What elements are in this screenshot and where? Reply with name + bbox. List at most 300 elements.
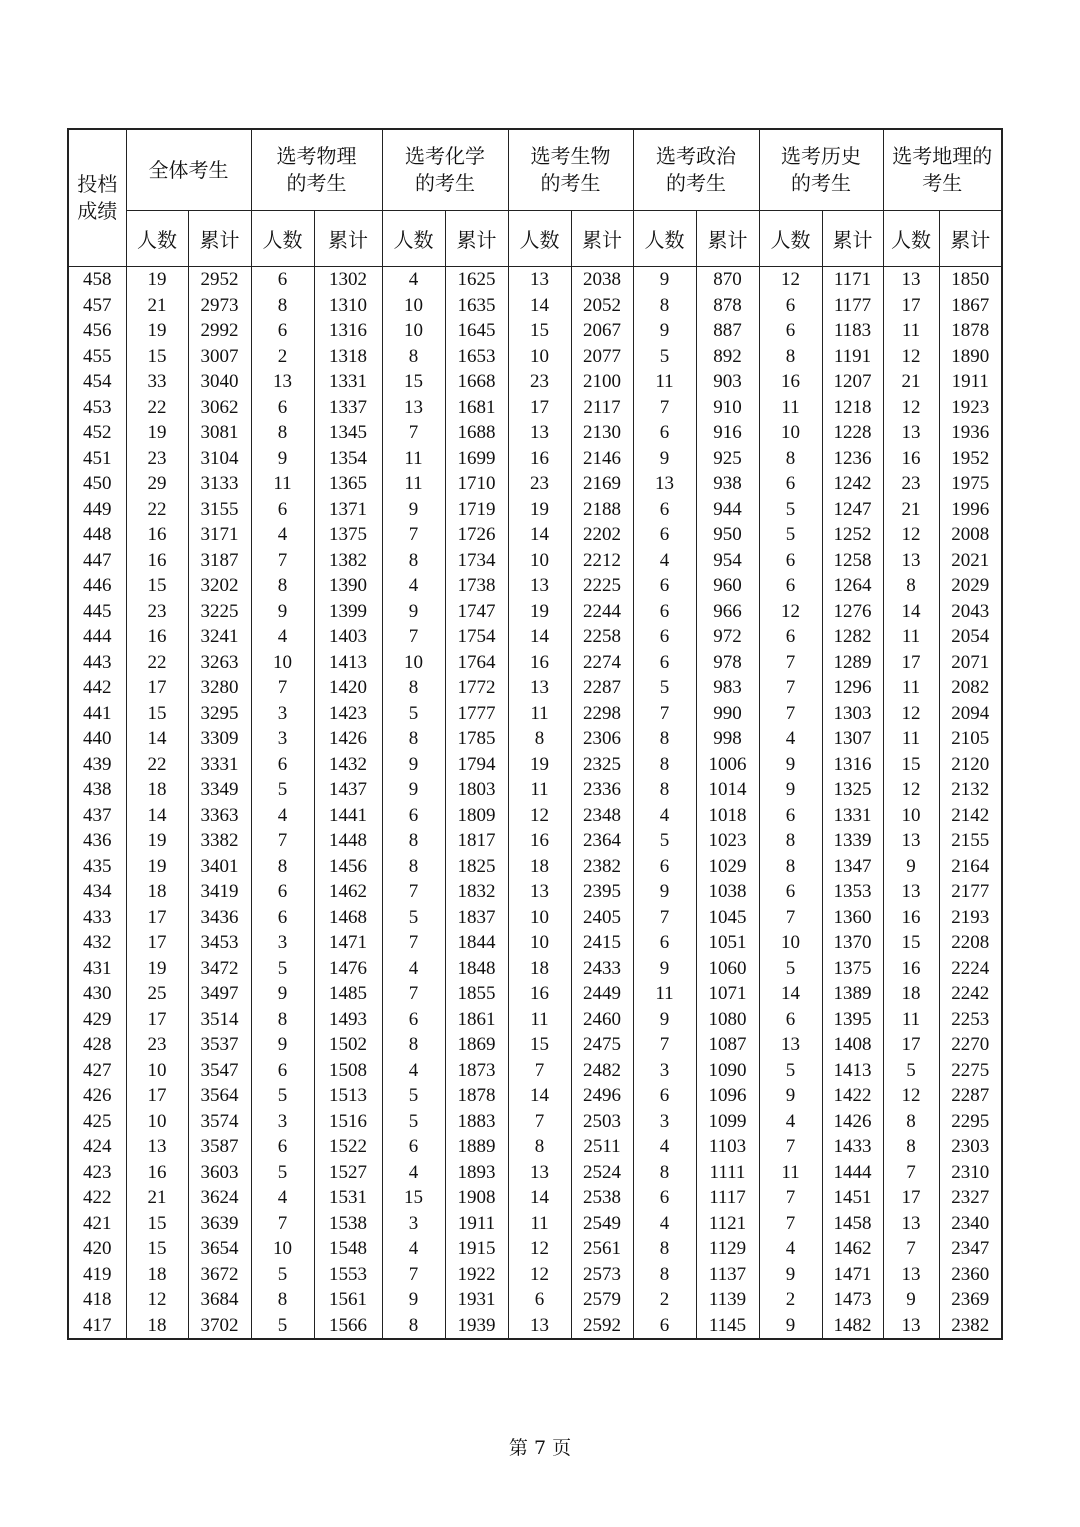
- value-cell: 2142: [939, 803, 1002, 829]
- value-cell: 19: [126, 267, 188, 293]
- value-cell: 9: [251, 981, 314, 1007]
- value-cell: 11: [508, 701, 571, 727]
- value-cell: 7: [759, 701, 822, 727]
- value-cell: 8: [382, 344, 445, 370]
- value-cell: 2561: [571, 1236, 633, 1262]
- value-cell: 4: [251, 624, 314, 650]
- score-cell: 433: [68, 905, 126, 931]
- table-row: [68, 828, 1002, 854]
- value-cell: 8: [633, 293, 696, 319]
- value-cell: 2146: [571, 446, 633, 472]
- value-cell: 1302: [314, 267, 382, 293]
- value-cell: 1531: [314, 1185, 382, 1211]
- value-cell: 887: [696, 318, 759, 344]
- value-cell: 1668: [445, 369, 508, 395]
- score-cell: 442: [68, 675, 126, 701]
- value-cell: 2327: [939, 1185, 1002, 1211]
- value-cell: 2043: [939, 599, 1002, 625]
- value-cell: 25: [126, 981, 188, 1007]
- value-cell: 8: [633, 1262, 696, 1288]
- value-cell: 2503: [571, 1109, 633, 1135]
- value-cell: 17: [126, 1007, 188, 1033]
- value-cell: 4: [251, 522, 314, 548]
- value-cell: 16: [883, 956, 939, 982]
- value-cell: 2155: [939, 828, 1002, 854]
- value-cell: 3155: [188, 497, 251, 523]
- value-cell: 2242: [939, 981, 1002, 1007]
- value-cell: 2369: [939, 1287, 1002, 1313]
- value-cell: 13: [633, 471, 696, 497]
- value-cell: 1339: [822, 828, 883, 854]
- value-cell: 1688: [445, 420, 508, 446]
- value-cell: 4: [759, 726, 822, 752]
- value-cell: 2071: [939, 650, 1002, 676]
- value-cell: 1444: [822, 1160, 883, 1186]
- value-cell: 1548: [314, 1236, 382, 1262]
- value-cell: 2274: [571, 650, 633, 676]
- value-cell: 2449: [571, 981, 633, 1007]
- value-cell: 1071: [696, 981, 759, 1007]
- score-cell: 435: [68, 854, 126, 880]
- value-cell: 7: [759, 675, 822, 701]
- value-cell: 1207: [822, 369, 883, 395]
- value-cell: 6: [759, 879, 822, 905]
- value-cell: 4: [382, 956, 445, 982]
- value-cell: 16: [883, 446, 939, 472]
- value-cell: 1809: [445, 803, 508, 829]
- value-cell: 13: [508, 675, 571, 701]
- score-cell: 426: [68, 1083, 126, 1109]
- value-cell: 8: [759, 828, 822, 854]
- value-cell: 1258: [822, 548, 883, 574]
- value-cell: 13: [883, 1313, 939, 1340]
- value-cell: 17: [883, 650, 939, 676]
- score-cell: 446: [68, 573, 126, 599]
- value-cell: 2287: [939, 1083, 1002, 1109]
- value-cell: 5: [759, 956, 822, 982]
- score-cell: 449: [68, 497, 126, 523]
- value-cell: 3104: [188, 446, 251, 472]
- group-header: 选考历史 的考生: [759, 129, 883, 211]
- value-cell: 3363: [188, 803, 251, 829]
- value-cell: 1923: [939, 395, 1002, 421]
- value-cell: 3225: [188, 599, 251, 625]
- value-cell: 2253: [939, 1007, 1002, 1033]
- value-cell: 16: [126, 522, 188, 548]
- value-cell: 15: [382, 1185, 445, 1211]
- value-cell: 878: [696, 293, 759, 319]
- value-cell: 4: [251, 803, 314, 829]
- value-cell: 8: [883, 573, 939, 599]
- value-cell: 8: [251, 1007, 314, 1033]
- score-cell: 432: [68, 930, 126, 956]
- value-cell: 13: [508, 573, 571, 599]
- value-cell: 1365: [314, 471, 382, 497]
- value-cell: 1399: [314, 599, 382, 625]
- value-cell: 2496: [571, 1083, 633, 1109]
- value-cell: 1014: [696, 777, 759, 803]
- value-cell: 998: [696, 726, 759, 752]
- value-cell: 3537: [188, 1032, 251, 1058]
- value-cell: 6: [633, 1185, 696, 1211]
- count-header: 人数: [508, 211, 571, 267]
- value-cell: 6: [633, 854, 696, 880]
- value-cell: 1458: [822, 1211, 883, 1237]
- value-cell: 1264: [822, 573, 883, 599]
- table-row: [68, 1058, 1002, 1084]
- value-cell: 11: [382, 446, 445, 472]
- value-cell: 15: [126, 1236, 188, 1262]
- value-cell: 1890: [939, 344, 1002, 370]
- value-cell: 18: [126, 1262, 188, 1288]
- value-cell: 5: [251, 1160, 314, 1186]
- value-cell: 12: [883, 522, 939, 548]
- value-cell: 16: [508, 828, 571, 854]
- table-row: [68, 471, 1002, 497]
- value-cell: 3702: [188, 1313, 251, 1340]
- value-cell: 6: [759, 318, 822, 344]
- value-cell: 1111: [696, 1160, 759, 1186]
- value-cell: 1018: [696, 803, 759, 829]
- value-cell: 1922: [445, 1262, 508, 1288]
- value-cell: 954: [696, 548, 759, 574]
- value-cell: 18: [883, 981, 939, 1007]
- value-cell: 1242: [822, 471, 883, 497]
- value-cell: 2538: [571, 1185, 633, 1211]
- count-header: 人数: [759, 211, 822, 267]
- value-cell: 12: [883, 777, 939, 803]
- value-cell: 5: [251, 777, 314, 803]
- value-cell: 1289: [822, 650, 883, 676]
- value-cell: 21: [883, 497, 939, 523]
- value-cell: 19: [126, 956, 188, 982]
- value-cell: 8: [382, 828, 445, 854]
- value-cell: 910: [696, 395, 759, 421]
- group-header: 选考生物 的考生: [508, 129, 633, 211]
- value-cell: 3654: [188, 1236, 251, 1262]
- value-cell: 3672: [188, 1262, 251, 1288]
- value-cell: 4: [382, 1160, 445, 1186]
- value-cell: 1296: [822, 675, 883, 701]
- value-cell: 8: [883, 1109, 939, 1135]
- value-cell: 1129: [696, 1236, 759, 1262]
- value-cell: 9: [759, 1083, 822, 1109]
- score-cell: 434: [68, 879, 126, 905]
- value-cell: 6: [633, 1083, 696, 1109]
- value-cell: 8: [251, 293, 314, 319]
- value-cell: 3: [251, 726, 314, 752]
- value-cell: 1347: [822, 854, 883, 880]
- value-cell: 13: [759, 1032, 822, 1058]
- value-cell: 15: [883, 752, 939, 778]
- value-cell: 1456: [314, 854, 382, 880]
- value-cell: 4: [633, 1134, 696, 1160]
- score-cell: 421: [68, 1211, 126, 1237]
- value-cell: 6: [382, 1007, 445, 1033]
- value-cell: 1171: [822, 267, 883, 293]
- value-cell: 7: [508, 1109, 571, 1135]
- value-cell: 1360: [822, 905, 883, 931]
- value-cell: 7: [759, 1185, 822, 1211]
- value-cell: 2992: [188, 318, 251, 344]
- value-cell: 1408: [822, 1032, 883, 1058]
- value-cell: 7: [633, 905, 696, 931]
- value-cell: 5: [633, 344, 696, 370]
- value-cell: 2360: [939, 1262, 1002, 1288]
- value-cell: 2169: [571, 471, 633, 497]
- table-row: [68, 879, 1002, 905]
- score-cell: 423: [68, 1160, 126, 1186]
- value-cell: 2340: [939, 1211, 1002, 1237]
- value-cell: 2348: [571, 803, 633, 829]
- value-cell: 7: [251, 1211, 314, 1237]
- value-cell: 3574: [188, 1109, 251, 1135]
- value-cell: 2202: [571, 522, 633, 548]
- value-cell: 6: [633, 599, 696, 625]
- value-cell: 1087: [696, 1032, 759, 1058]
- value-cell: 1441: [314, 803, 382, 829]
- value-cell: 966: [696, 599, 759, 625]
- value-cell: 3639: [188, 1211, 251, 1237]
- value-cell: 12: [883, 395, 939, 421]
- score-cell: 424: [68, 1134, 126, 1160]
- value-cell: 1345: [314, 420, 382, 446]
- value-cell: 5: [759, 497, 822, 523]
- value-cell: 8: [382, 726, 445, 752]
- value-cell: 870: [696, 267, 759, 293]
- value-cell: 1247: [822, 497, 883, 523]
- value-cell: 10: [508, 905, 571, 931]
- count-header: 人数: [382, 211, 445, 267]
- value-cell: 1045: [696, 905, 759, 931]
- value-cell: 6: [251, 497, 314, 523]
- value-cell: 4: [251, 1185, 314, 1211]
- value-cell: 8: [633, 777, 696, 803]
- value-cell: 1566: [314, 1313, 382, 1340]
- value-cell: 1482: [822, 1313, 883, 1340]
- value-cell: 1936: [939, 420, 1002, 446]
- value-cell: 1867: [939, 293, 1002, 319]
- table-row: [68, 293, 1002, 319]
- table-row: [68, 318, 1002, 344]
- value-cell: 1183: [822, 318, 883, 344]
- value-cell: 2258: [571, 624, 633, 650]
- value-cell: 3382: [188, 828, 251, 854]
- value-cell: 23: [126, 1032, 188, 1058]
- value-cell: 1844: [445, 930, 508, 956]
- value-cell: 1719: [445, 497, 508, 523]
- table-row: [68, 701, 1002, 727]
- value-cell: 1471: [314, 930, 382, 956]
- value-cell: 1337: [314, 395, 382, 421]
- value-cell: 12: [883, 701, 939, 727]
- value-cell: 2475: [571, 1032, 633, 1058]
- value-cell: 6: [759, 1007, 822, 1033]
- value-cell: 12: [508, 1236, 571, 1262]
- value-cell: 1817: [445, 828, 508, 854]
- value-cell: 6: [382, 1134, 445, 1160]
- value-cell: 1382: [314, 548, 382, 574]
- value-cell: 1276: [822, 599, 883, 625]
- group-header: 选考政治 的考生: [633, 129, 759, 211]
- value-cell: 7: [508, 1058, 571, 1084]
- value-cell: 1228: [822, 420, 883, 446]
- value-cell: 23: [126, 446, 188, 472]
- score-cell: 420: [68, 1236, 126, 1262]
- table-row: [68, 1262, 1002, 1288]
- value-cell: 7: [382, 981, 445, 1007]
- value-cell: 13: [883, 1211, 939, 1237]
- score-cell: 436: [68, 828, 126, 854]
- group-header: 选考地理的 考生: [883, 129, 1002, 211]
- value-cell: 22: [126, 497, 188, 523]
- cumulative-header: 累计: [188, 211, 251, 267]
- value-cell: 1080: [696, 1007, 759, 1033]
- value-cell: 2120: [939, 752, 1002, 778]
- score-cell: 425: [68, 1109, 126, 1135]
- count-header: 人数: [126, 211, 188, 267]
- value-cell: 14: [883, 599, 939, 625]
- value-cell: 1681: [445, 395, 508, 421]
- value-cell: 1754: [445, 624, 508, 650]
- table-header: [68, 129, 1002, 267]
- score-distribution-table: [67, 128, 1003, 1340]
- value-cell: 1893: [445, 1160, 508, 1186]
- value-cell: 15: [126, 344, 188, 370]
- value-cell: 16: [883, 905, 939, 931]
- value-cell: 13: [382, 395, 445, 421]
- value-cell: 7: [759, 650, 822, 676]
- score-cell: 453: [68, 395, 126, 421]
- value-cell: 4: [633, 803, 696, 829]
- table-row: [68, 905, 1002, 931]
- value-cell: 5: [759, 1058, 822, 1084]
- value-cell: 1473: [822, 1287, 883, 1313]
- score-cell: 419: [68, 1262, 126, 1288]
- value-cell: 17: [126, 905, 188, 931]
- value-cell: 8: [508, 1134, 571, 1160]
- value-cell: 1218: [822, 395, 883, 421]
- value-cell: 1375: [314, 522, 382, 548]
- value-cell: 12: [508, 1262, 571, 1288]
- value-cell: 1848: [445, 956, 508, 982]
- value-cell: 9: [759, 777, 822, 803]
- value-cell: 2225: [571, 573, 633, 599]
- value-cell: 1137: [696, 1262, 759, 1288]
- value-cell: 1139: [696, 1287, 759, 1313]
- table-row: [68, 981, 1002, 1007]
- value-cell: 3007: [188, 344, 251, 370]
- cumulative-header: 累计: [445, 211, 508, 267]
- value-cell: 2382: [571, 854, 633, 880]
- table-row: [68, 1313, 1002, 1340]
- value-cell: 7: [382, 879, 445, 905]
- value-cell: 10: [126, 1109, 188, 1135]
- value-cell: 9: [633, 956, 696, 982]
- value-cell: 2212: [571, 548, 633, 574]
- value-cell: 23: [508, 471, 571, 497]
- value-cell: 10: [382, 293, 445, 319]
- value-cell: 6: [382, 803, 445, 829]
- value-cell: 1448: [314, 828, 382, 854]
- value-cell: 21: [883, 369, 939, 395]
- value-cell: 8: [382, 1313, 445, 1340]
- value-cell: 7: [251, 675, 314, 701]
- value-cell: 1553: [314, 1262, 382, 1288]
- value-cell: 9: [883, 854, 939, 880]
- value-cell: 7: [382, 1262, 445, 1288]
- value-cell: 1908: [445, 1185, 508, 1211]
- value-cell: 2132: [939, 777, 1002, 803]
- value-cell: 1403: [314, 624, 382, 650]
- value-cell: 2029: [939, 573, 1002, 599]
- value-cell: 18: [508, 956, 571, 982]
- value-cell: 2224: [939, 956, 1002, 982]
- value-cell: 1952: [939, 446, 1002, 472]
- value-cell: 1527: [314, 1160, 382, 1186]
- value-cell: 3419: [188, 879, 251, 905]
- value-cell: 3: [251, 1109, 314, 1135]
- value-cell: 7: [759, 1211, 822, 1237]
- value-cell: 1832: [445, 879, 508, 905]
- value-cell: 1825: [445, 854, 508, 880]
- value-cell: 7: [382, 522, 445, 548]
- value-cell: 3349: [188, 777, 251, 803]
- value-cell: 17: [126, 930, 188, 956]
- value-cell: 1747: [445, 599, 508, 625]
- value-cell: 17: [883, 1032, 939, 1058]
- value-cell: 6: [633, 497, 696, 523]
- value-cell: 1939: [445, 1313, 508, 1340]
- value-cell: 1878: [445, 1083, 508, 1109]
- value-cell: 18: [126, 1313, 188, 1340]
- value-cell: 925: [696, 446, 759, 472]
- table-row: [68, 497, 1002, 523]
- value-cell: 2244: [571, 599, 633, 625]
- value-cell: 1538: [314, 1211, 382, 1237]
- value-cell: 2270: [939, 1032, 1002, 1058]
- value-cell: 3171: [188, 522, 251, 548]
- score-cell: 457: [68, 293, 126, 319]
- value-cell: 11: [759, 395, 822, 421]
- value-cell: 1738: [445, 573, 508, 599]
- value-cell: 1353: [822, 879, 883, 905]
- value-cell: 11: [883, 675, 939, 701]
- value-cell: 8: [251, 854, 314, 880]
- value-cell: 6: [759, 293, 822, 319]
- value-cell: 3081: [188, 420, 251, 446]
- value-cell: 12: [508, 803, 571, 829]
- value-cell: 1476: [314, 956, 382, 982]
- value-cell: 2298: [571, 701, 633, 727]
- group-header: 选考化学 的考生: [382, 129, 508, 211]
- value-cell: 1883: [445, 1109, 508, 1135]
- value-cell: 4: [382, 1236, 445, 1262]
- value-cell: 3241: [188, 624, 251, 650]
- value-cell: 9: [759, 1313, 822, 1340]
- value-cell: 1451: [822, 1185, 883, 1211]
- value-cell: 8: [251, 573, 314, 599]
- table-row: [68, 1083, 1002, 1109]
- value-cell: 9: [382, 752, 445, 778]
- value-cell: 1426: [822, 1109, 883, 1135]
- value-cell: 1099: [696, 1109, 759, 1135]
- cumulative-header: 累计: [939, 211, 1002, 267]
- value-cell: 16: [126, 624, 188, 650]
- value-cell: 7: [759, 905, 822, 931]
- value-cell: 1331: [822, 803, 883, 829]
- value-cell: 7: [633, 1032, 696, 1058]
